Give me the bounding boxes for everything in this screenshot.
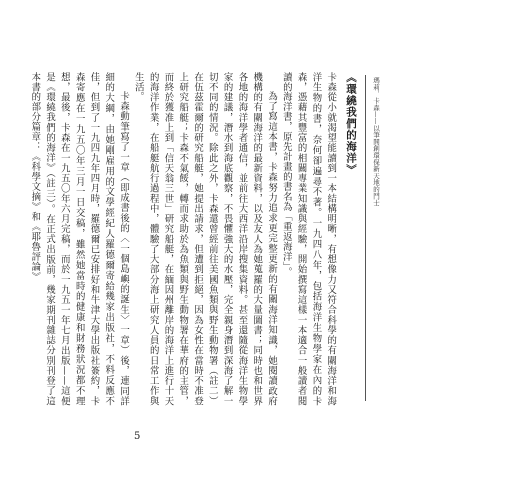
paragraph: 卡森動筆寫了一章（即成書後的〈一個島嶼的誕生〉一章）後，連同詳細的大綱，由她剛雇用的文學經紀人羅德爾寄給幾家出版社，不料反應不佳，但到了一九四九年四月時，羅德爾已安排好和牛津大學出版社簽約，卡森寄應在一九五〇年三月一日交稿，雖然她當時的健康和財務狀況都不理想，最後，卡森在一九五〇年六月完稿，而於一九五一年七月出版——這便是《環繞我們的海洋》（註三）。在正式出版前，幾家期刊雜誌分別刊登了這本書的部分篇章：《科學文摘》和《耶魯評論》 (29, 72, 130, 406)
section-title: 《環繞我們的海洋》 (345, 72, 357, 176)
page-number: 5 (134, 431, 141, 442)
running-header: 瑪莉．卡森——以筆開創環保新天地的鬥士 (372, 77, 380, 207)
paragraph: 卡森從小就渴望能讀到一本結構明晰，有想像力又符合科學的有關海洋和海洋生物的書，奈何卻遍尋不著。一九四八年，包括海洋生物學家在內的卡森，憑藉其豐富的相關專業知識與經驗，開始撰寫這樣一本適合一般讀者閱讀的海洋書，原先計畫的書名為「重返海洋」。 (280, 72, 337, 406)
header-divider-rule (365, 75, 366, 401)
body-text-column (29, 72, 358, 406)
paragraph: 為了寫這本書，卡森努力追求更完整更新的有關海洋知識，她閱讀政府機構的有關海洋的最新資料，以及友人為她蒐羅的大量圖書；同時也和世界各地的海洋學者通信，並前往大西洋沿岸搜集資料。甚至還隨從海洋生物學家的建議，潛水到海底觀察，不畏懼強大的水壓，完全親身潛到深海了解一切不同的情況。除此之外，卡森還曾經前往美國魚類與野生動物署（註二）在伍茲霍爾的研究船艇，她提出請求，但遭到拒絕，因為女性在當時不准登上研究船艇；卡森不氣餒，轉而求助於為魚類與野生動物署在華府的主管，而終於獲准上到「信天翁三世」研究船艇，在緬因州離岸的海洋上進行十天的海洋作業，在船艇航行過程中，體驗了大部分海上研究人員的日常工作與生活。 (132, 72, 278, 406)
